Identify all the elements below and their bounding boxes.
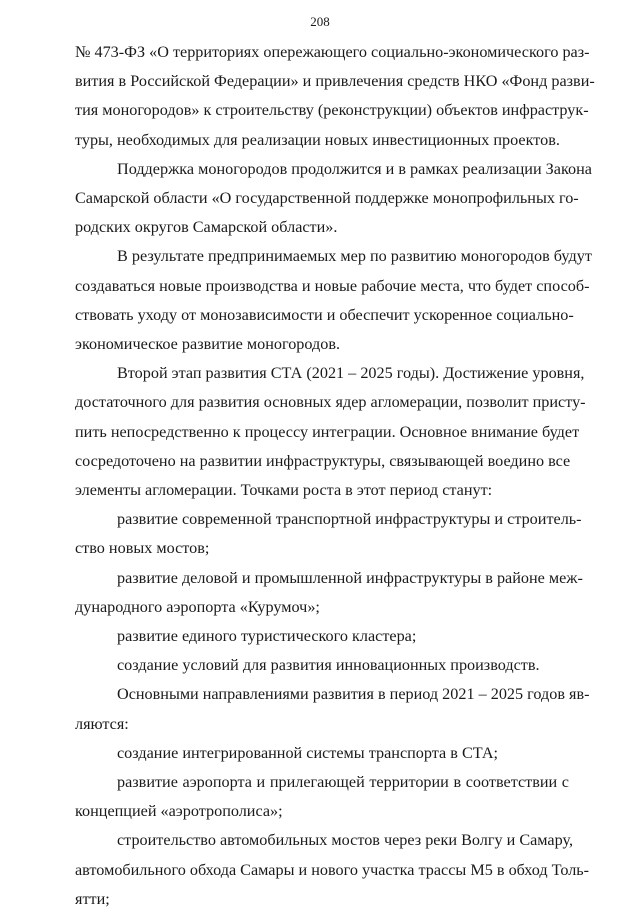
text-line: ство новых мостов;: [75, 539, 210, 558]
text-line: дународного аэропорта «Курумоч»;: [75, 597, 320, 616]
text-line: экономическое развитие моногородов.: [75, 335, 341, 353]
list-item-first-line: развитие аэропорта и прилегающей территории в соответствии с: [117, 773, 569, 791]
page-number: 208: [310, 14, 330, 29]
text-line: ляются:: [75, 714, 129, 733]
paragraph-first-line: Поддержка моногородов продолжится и в рамках реализации Закона: [117, 159, 592, 178]
text-line: концепцией «аэротрополиса»;: [75, 802, 283, 821]
text-line: родских округов Самарской области».: [75, 218, 338, 237]
text-line: туры, необходимых для реализации новых инвестиционных проектов.: [75, 130, 560, 149]
list-item: развитие единого туристического кластера;: [117, 627, 417, 645]
text-line: вития в Российской Федерации» и привлечения средств НКО «Фонд разви-: [75, 72, 595, 91]
list-item: создание интегрированной системы транспорта в СТА;: [117, 743, 499, 762]
list-item-first-line: развитие современной транспортной инфраструктуры и строитель-: [117, 510, 582, 529]
text-line: автомобильного обхода Самары и нового участка трассы М5 в обход Толь-: [75, 860, 590, 879]
text-line: ятти;: [75, 889, 110, 908]
paragraph-first-line: Второй этап развития СТА (2021 – 2025 годы). Достижение уровня,: [117, 364, 585, 383]
text-line: пить непосредственно к процессу интеграции. Основное внимание будет: [75, 422, 580, 441]
text-line: тия моногородов» к строительству (реконструкции) объектов инфраструк-: [75, 101, 589, 120]
text-line: элементы агломерации. Точками роста в этот период станут:: [75, 481, 493, 499]
list-item-first-line: строительство автомобильных мостов через реки Волгу и Самару,: [117, 831, 574, 850]
list-item: создание условий для развития инновационных производств.: [117, 656, 540, 675]
paragraph-first-line: В результате предпринимаемых мер по развитию моногородов будут: [117, 247, 592, 266]
paragraph-first-line: Основными направлениями развития в период 2021 – 2025 годов яв-: [117, 685, 590, 704]
text-line: ствовать уходу от монозависимости и обеспечит ускоренное социально-: [75, 305, 574, 324]
text-line: № 473-ФЗ «О территориях опережающего социально-экономического раз-: [75, 43, 590, 61]
text-line: Самарской области «О государственной поддержке монопрофильных го-: [75, 189, 579, 207]
text-line: сосредоточено на развитии инфраструктуры, связывающей воедино все: [75, 451, 571, 470]
text-line: создаваться новые производства и новые рабочие места, что будет способ-: [75, 276, 590, 295]
text-line: достаточного для развития основных ядер агломерации, позволит присту-: [75, 393, 586, 412]
list-item-first-line: развитие деловой и промышленной инфраструктуры в районе меж-: [117, 568, 583, 587]
